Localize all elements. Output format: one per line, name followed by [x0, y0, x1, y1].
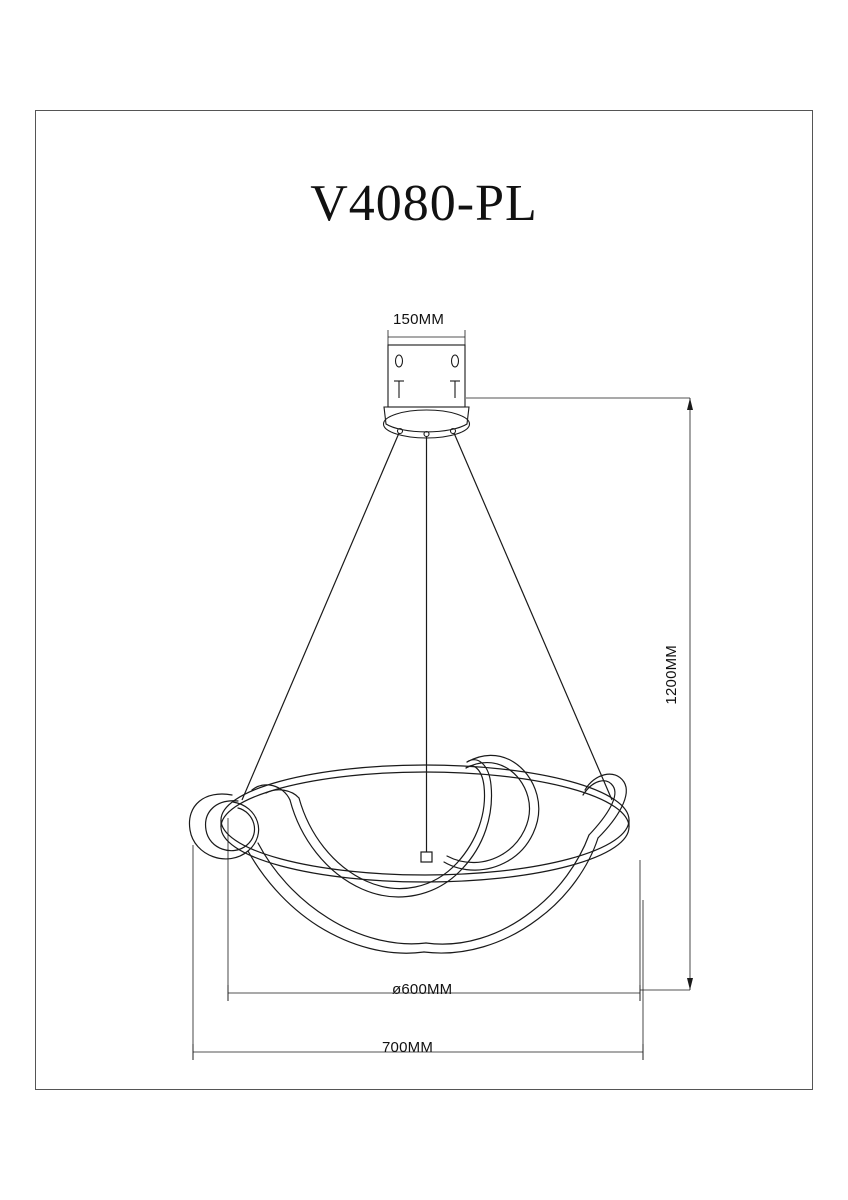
ceiling-mount-bracket: [388, 345, 465, 407]
main-ring-inner: [221, 772, 629, 882]
ceiling-canopy: [384, 407, 470, 438]
canopy-disc: [384, 410, 470, 438]
cable-left: [242, 433, 399, 800]
ribbon-right-curl-inner: [583, 781, 615, 835]
dim-1200-arrow-bottom: [687, 978, 693, 990]
ribbon-mid-arc-b-inner: [457, 766, 485, 863]
ribbon-upper-right-hook-inner: [466, 763, 529, 854]
page-title: V4080-PL: [310, 175, 538, 232]
dimension-label-canopy-width: 150MM: [393, 311, 445, 328]
mount-hole-left: [396, 355, 403, 367]
ribbon-lower-right: [424, 838, 598, 953]
ribbon-mid-arc-b: [462, 760, 492, 869]
ribbon-upper-right-hook: [467, 755, 539, 861]
dimension-label-ring-diameter: ø600MM: [392, 981, 453, 998]
canopy-body: [384, 407, 469, 432]
dim-1200-arrow-top: [687, 398, 693, 410]
dimension-label-overall-width: 700MM: [382, 1039, 434, 1056]
ribbon-lower-left-inner: [258, 843, 426, 944]
center-cable-connector: [421, 852, 432, 862]
light-ring-and-ribbon: [189, 755, 629, 953]
mount-hole-right: [452, 355, 459, 367]
cable-right: [454, 433, 612, 800]
dimension-lines: [193, 330, 693, 1060]
ribbon-right-tail-inner: [447, 854, 503, 863]
ribbon-lower-left: [248, 851, 424, 953]
suspension-cables: [242, 433, 612, 862]
dimension-label-drop-height: 1200MM: [663, 645, 680, 705]
